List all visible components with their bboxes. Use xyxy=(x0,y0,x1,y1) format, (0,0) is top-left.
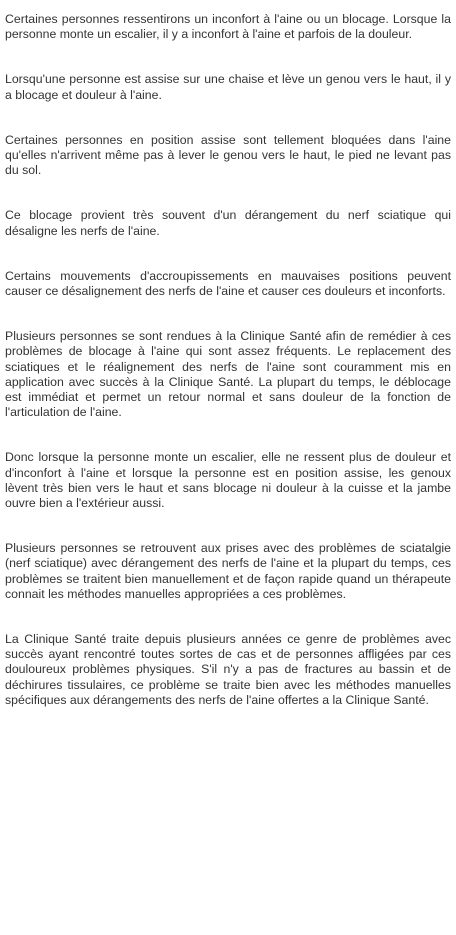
paragraph-severe-blockage: Certaines personnes en position assise sont tellement bloquées dans l'aine qu'elles n'arrivent même pas à lever le genou vers le haut, le pied ne levant pas du sol. xyxy=(5,132,451,178)
paragraph-clinic-experience: La Clinique Santé traite depuis plusieurs années ce genre de problèmes avec succès ayant rencontré toutes sortes de cas et de personnes affligées par ces douloureux problèmes physiques. S'il n'y a pas de fractures au bassin et de déchirures tissulaires, ce problème se traite bien avec les méthodes manuelles spécifiques aux dérangements des nerfs de l'aine offertes a la Clinique Santé. xyxy=(5,632,451,707)
paragraph-seated-knee-lift: Lorsqu'une personne est assise sur une chaise et lève un genou vers le haut, il y a blocage et douleur à l'aine. xyxy=(5,72,451,102)
paragraph-sciatic-cause: Ce blocage provient très souvent d'un dérangement du nerf sciatique qui désaligne les nerfs de l'aine. xyxy=(5,208,451,238)
article-body xyxy=(5,12,451,738)
paragraph-squatting-cause: Certains mouvements d'accroupissements en mauvaises positions peuvent causer ce désalignement des nerfs de l'aine et causer ces douleurs et inconforts. xyxy=(5,268,451,299)
paragraph-stair-discomfort: Certaines personnes ressentirons un inconfort à l'aine ou un blocage. Lorsque la personne monte un escalier, il y a inconfort à l'aine et parfois de la douleur. xyxy=(5,12,451,42)
paragraph-sciatalgia: Plusieurs personnes se retrouvent aux prises avec des problèmes de sciatalgie (nerf sciatique) avec dérangement des nerfs de l'aine et la plupart du temps, ces problèmes se traitent bien manuellement et de façon rapide quand un thérapeute connait les méthodes manuelles appropriées a ces problèmes. xyxy=(5,541,451,601)
paragraph-clinic-treatment: Plusieurs personnes se sont rendues à la Clinique Santé afin de remédier à ces problèmes de blocage à l'aine qui sont assez fréquents. Le replacement des sciatiques et le réalignement des nerfs de l'aine sont couramment mis en application avec succès à la Clinique Santé. La plupart du temps, le déblocage est immédiat et permet un retour normal et sans douleur de la fonction de l'articulation de l'aine. xyxy=(5,329,451,420)
paragraph-results: Donc lorsque la personne monte un escalier, elle ne ressent plus de douleur et d'inconfort à l'aine et lorsque la personne est en position assise, les genoux lèvent très bien vers le haut et sans blocage ni douleur à la cuisse et la jambe ouvre bien a l'extérieur aussi. xyxy=(5,450,451,511)
